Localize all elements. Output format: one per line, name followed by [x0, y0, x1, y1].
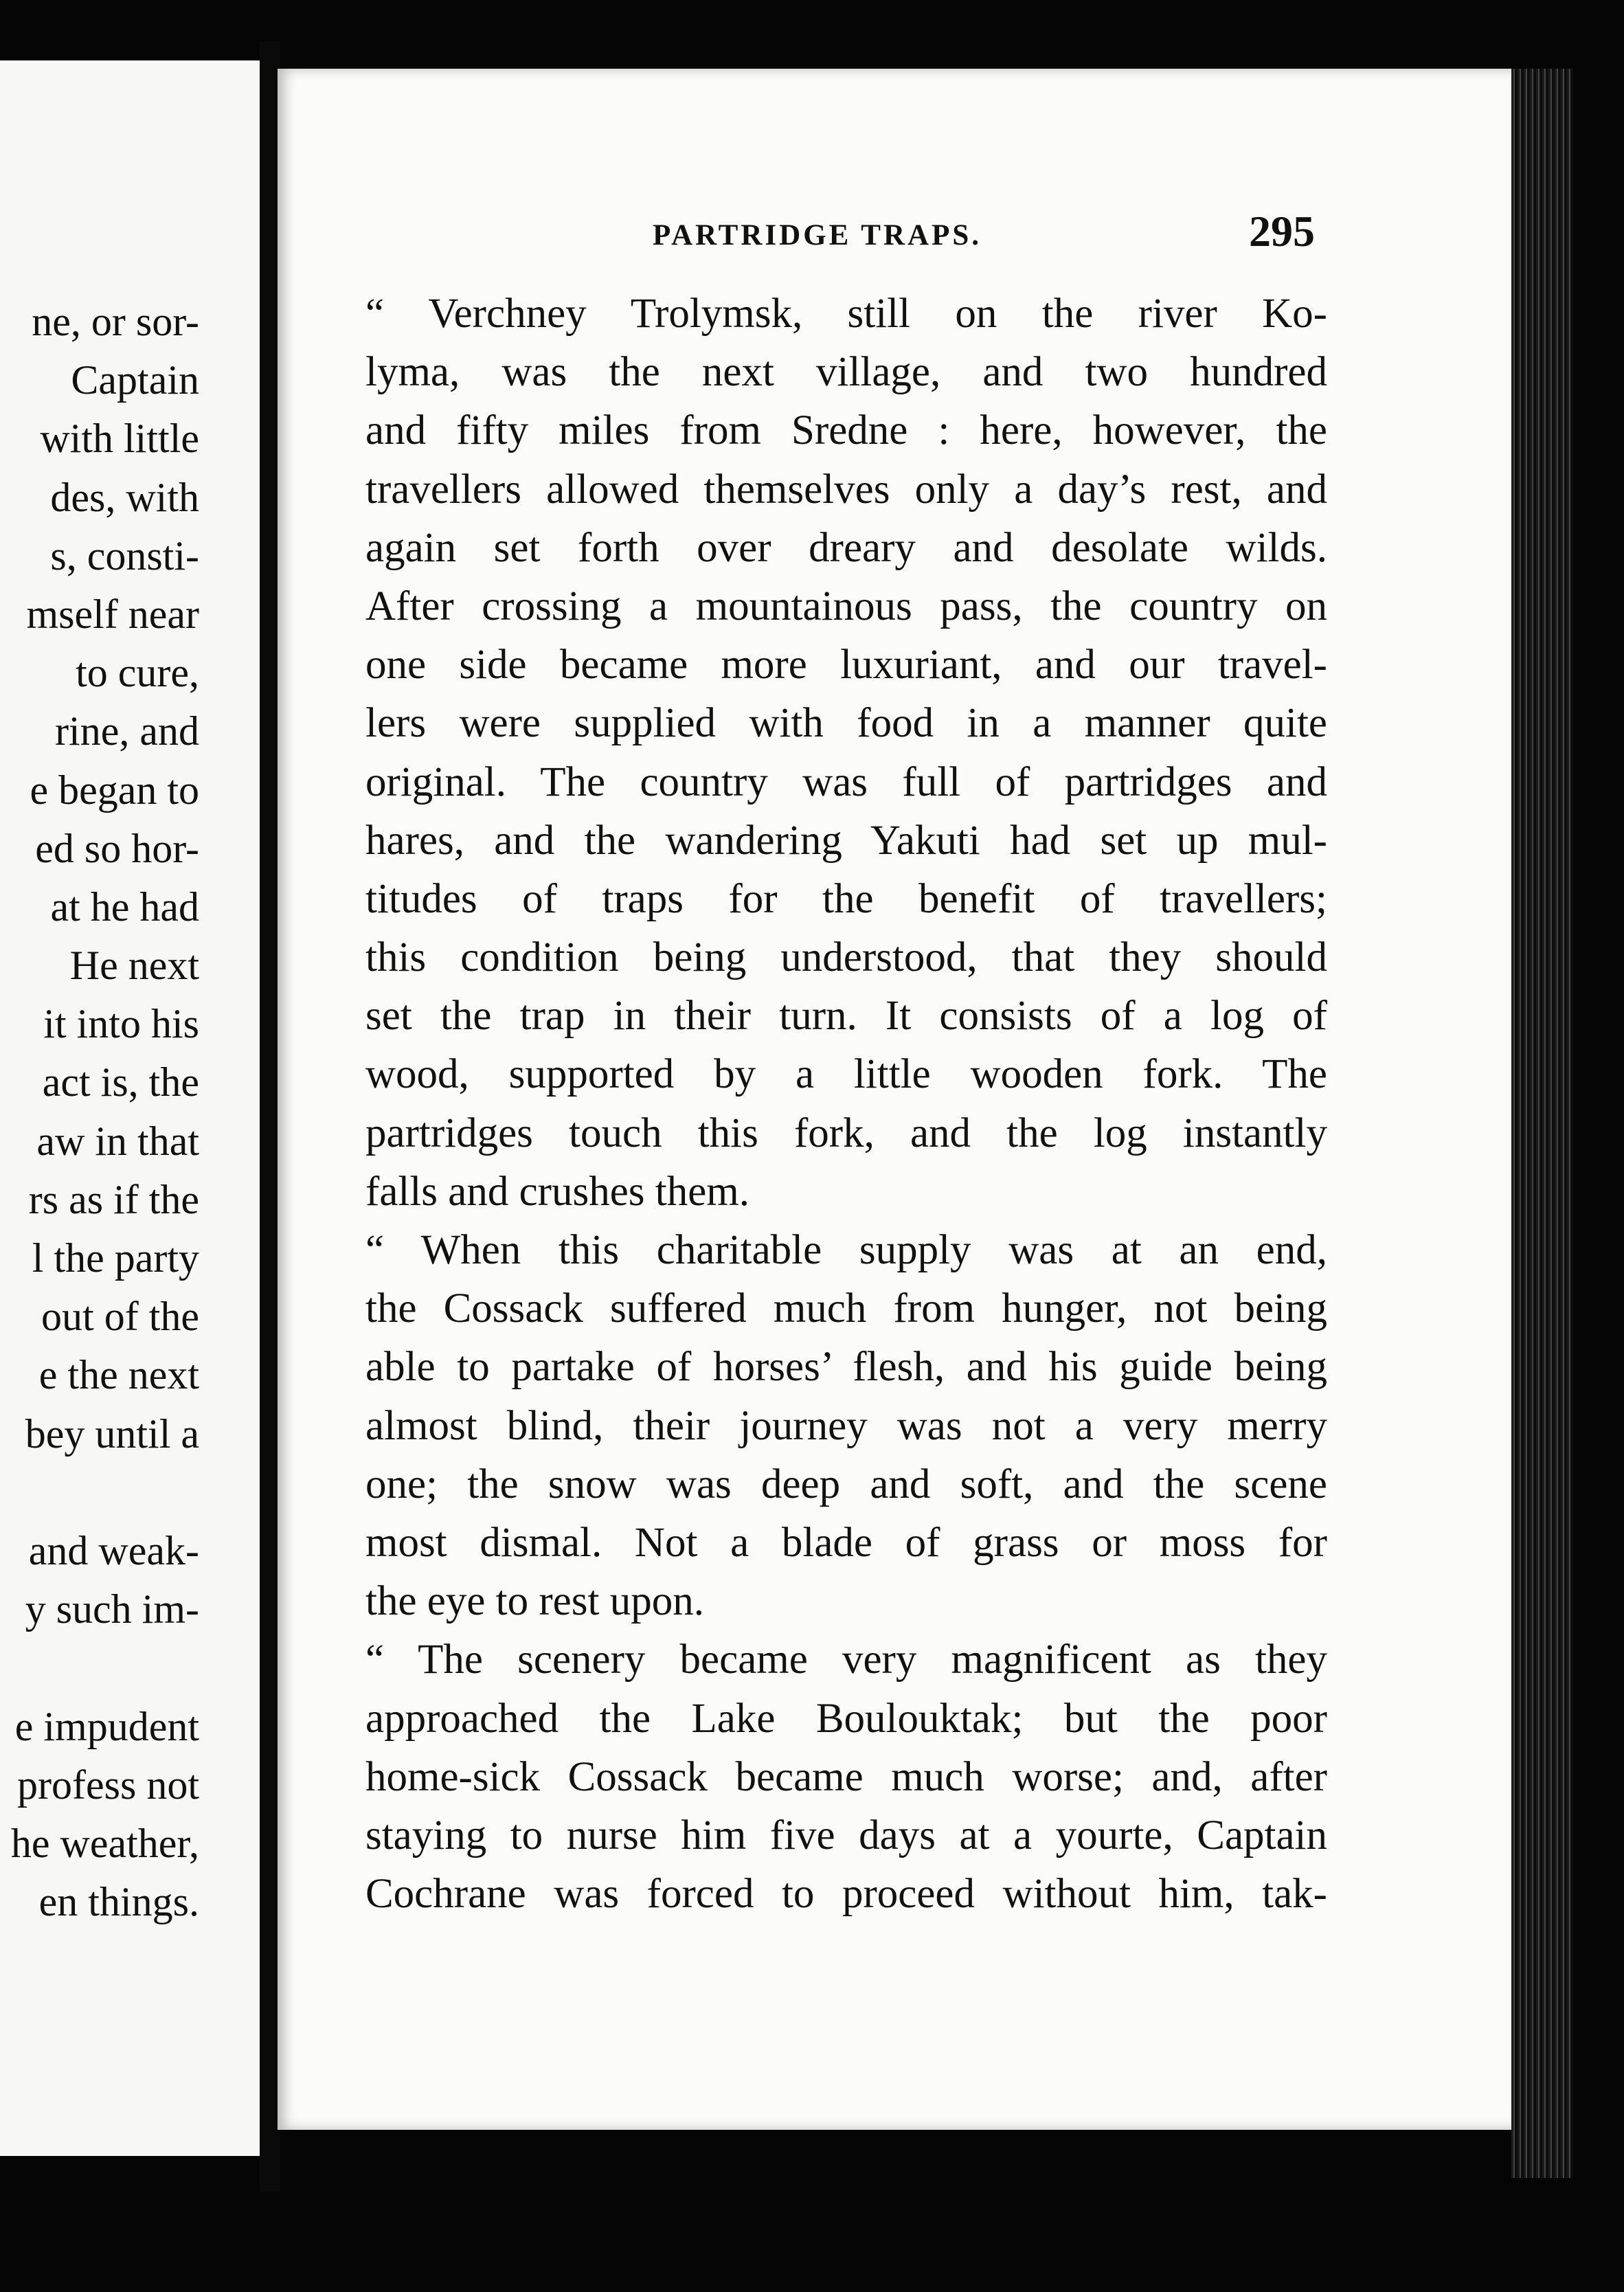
facing-page-line: s, consti-	[50, 532, 199, 578]
text-line: and fifty miles from Sredne : here, however, the	[365, 407, 1327, 454]
text-line: partridges touch this fork, and the log instantly	[365, 1110, 1327, 1156]
facing-page-line: with little	[40, 416, 199, 462]
text-line: one side became more luxuriant, and our travel-	[365, 642, 1327, 688]
text-line: most dismal. Not a blade of grass or moss for	[365, 1519, 1327, 1566]
body-text	[365, 284, 1327, 1923]
text-line: able to partake of horses’ flesh, and his guide being	[365, 1344, 1327, 1391]
text-line: travellers allowed themselves only a day’s rest, and	[365, 466, 1327, 513]
text-line: titudes of traps for the benefit of travellers;	[365, 875, 1327, 922]
facing-page-line: He next	[69, 943, 199, 989]
facing-page-line: aw in that	[36, 1118, 199, 1164]
facing-page-line: to cure,	[76, 650, 199, 696]
facing-page-line: en things.	[38, 1879, 199, 1925]
page-number: 295	[1249, 207, 1315, 256]
text-line: approached the Lake Boulouktak; but the poor	[365, 1695, 1327, 1742]
text-line: again set forth over dreary and desolate wilds.	[365, 524, 1327, 571]
running-head: PARTRIDGE TRAPS.	[653, 219, 982, 251]
facing-page-left	[0, 60, 260, 2156]
facing-page-line: mself near	[26, 591, 199, 637]
facing-page-line	[0, 1463, 199, 1522]
facing-page-line: rine, and	[55, 708, 199, 754]
facing-page-line: e impudent	[14, 1703, 199, 1749]
facing-page-text	[0, 293, 199, 1931]
text-line: lers were supplied with food in a manner quite	[365, 700, 1327, 747]
text-line: almost blind, their journey was not a very merry	[365, 1402, 1327, 1449]
text-line: falls and crushes them.	[365, 1168, 750, 1215]
text-line: “ When this charitable supply was at an end,	[365, 1227, 1327, 1273]
facing-page-line: it into his	[43, 1001, 199, 1047]
text-line: home-sick Cossack became much worse; and, after	[365, 1753, 1327, 1800]
text-line: this condition being understood, that they should	[365, 934, 1327, 981]
text-line: “ Verchney Trolymsk, still on the river Ko-	[365, 291, 1327, 337]
facing-page-line: out of the	[41, 1294, 199, 1340]
text-line: set the trap in their turn. It consists of a log of	[365, 993, 1327, 1040]
facing-page-line: Captain	[71, 357, 199, 403]
page-edges	[1511, 69, 1573, 2178]
text-line: hares, and the wandering Yakuti had set up mul-	[365, 817, 1327, 864]
facing-page-line: bey until a	[25, 1411, 199, 1457]
text-line: lyma, was the next village, and two hundred	[365, 349, 1327, 396]
text-line: Cochrane was forced to proceed without him, tak-	[365, 1871, 1327, 1918]
facing-page-line: des, with	[50, 474, 199, 520]
facing-page-line: e the next	[38, 1352, 199, 1398]
facing-page-line: at he had	[50, 884, 199, 930]
facing-page-line	[0, 1639, 199, 1697]
facing-page-line: y such im-	[25, 1586, 199, 1632]
text-line: original. The country was full of partridges and	[365, 759, 1327, 805]
facing-page-line: ed so hor-	[35, 825, 199, 871]
facing-page-line: e began to	[30, 767, 199, 813]
facing-page-line: l the party	[32, 1235, 199, 1281]
text-line: the Cossack suffered much from hunger, not being	[365, 1285, 1327, 1332]
facing-page-line: act is, the	[42, 1059, 199, 1105]
text-line: staying to nurse him five days at a yourte, Captain	[365, 1812, 1327, 1858]
text-line: one; the snow was deep and soft, and the scene	[365, 1461, 1327, 1507]
facing-page-line: ne, or sor-	[32, 299, 199, 344]
facing-page-line: and weak-	[28, 1527, 199, 1573]
facing-page-line: rs as if the	[28, 1176, 199, 1222]
text-line: wood, supported by a little wooden fork. The	[365, 1051, 1327, 1098]
text-line: the eye to rest upon.	[365, 1578, 704, 1625]
facing-page-line: profess not	[17, 1762, 199, 1808]
text-line: “ The scenery became very magnificent as they	[365, 1637, 1327, 1683]
facing-page-line: he weather,	[10, 1820, 199, 1866]
text-line: After crossing a mountainous pass, the country on	[365, 583, 1327, 629]
